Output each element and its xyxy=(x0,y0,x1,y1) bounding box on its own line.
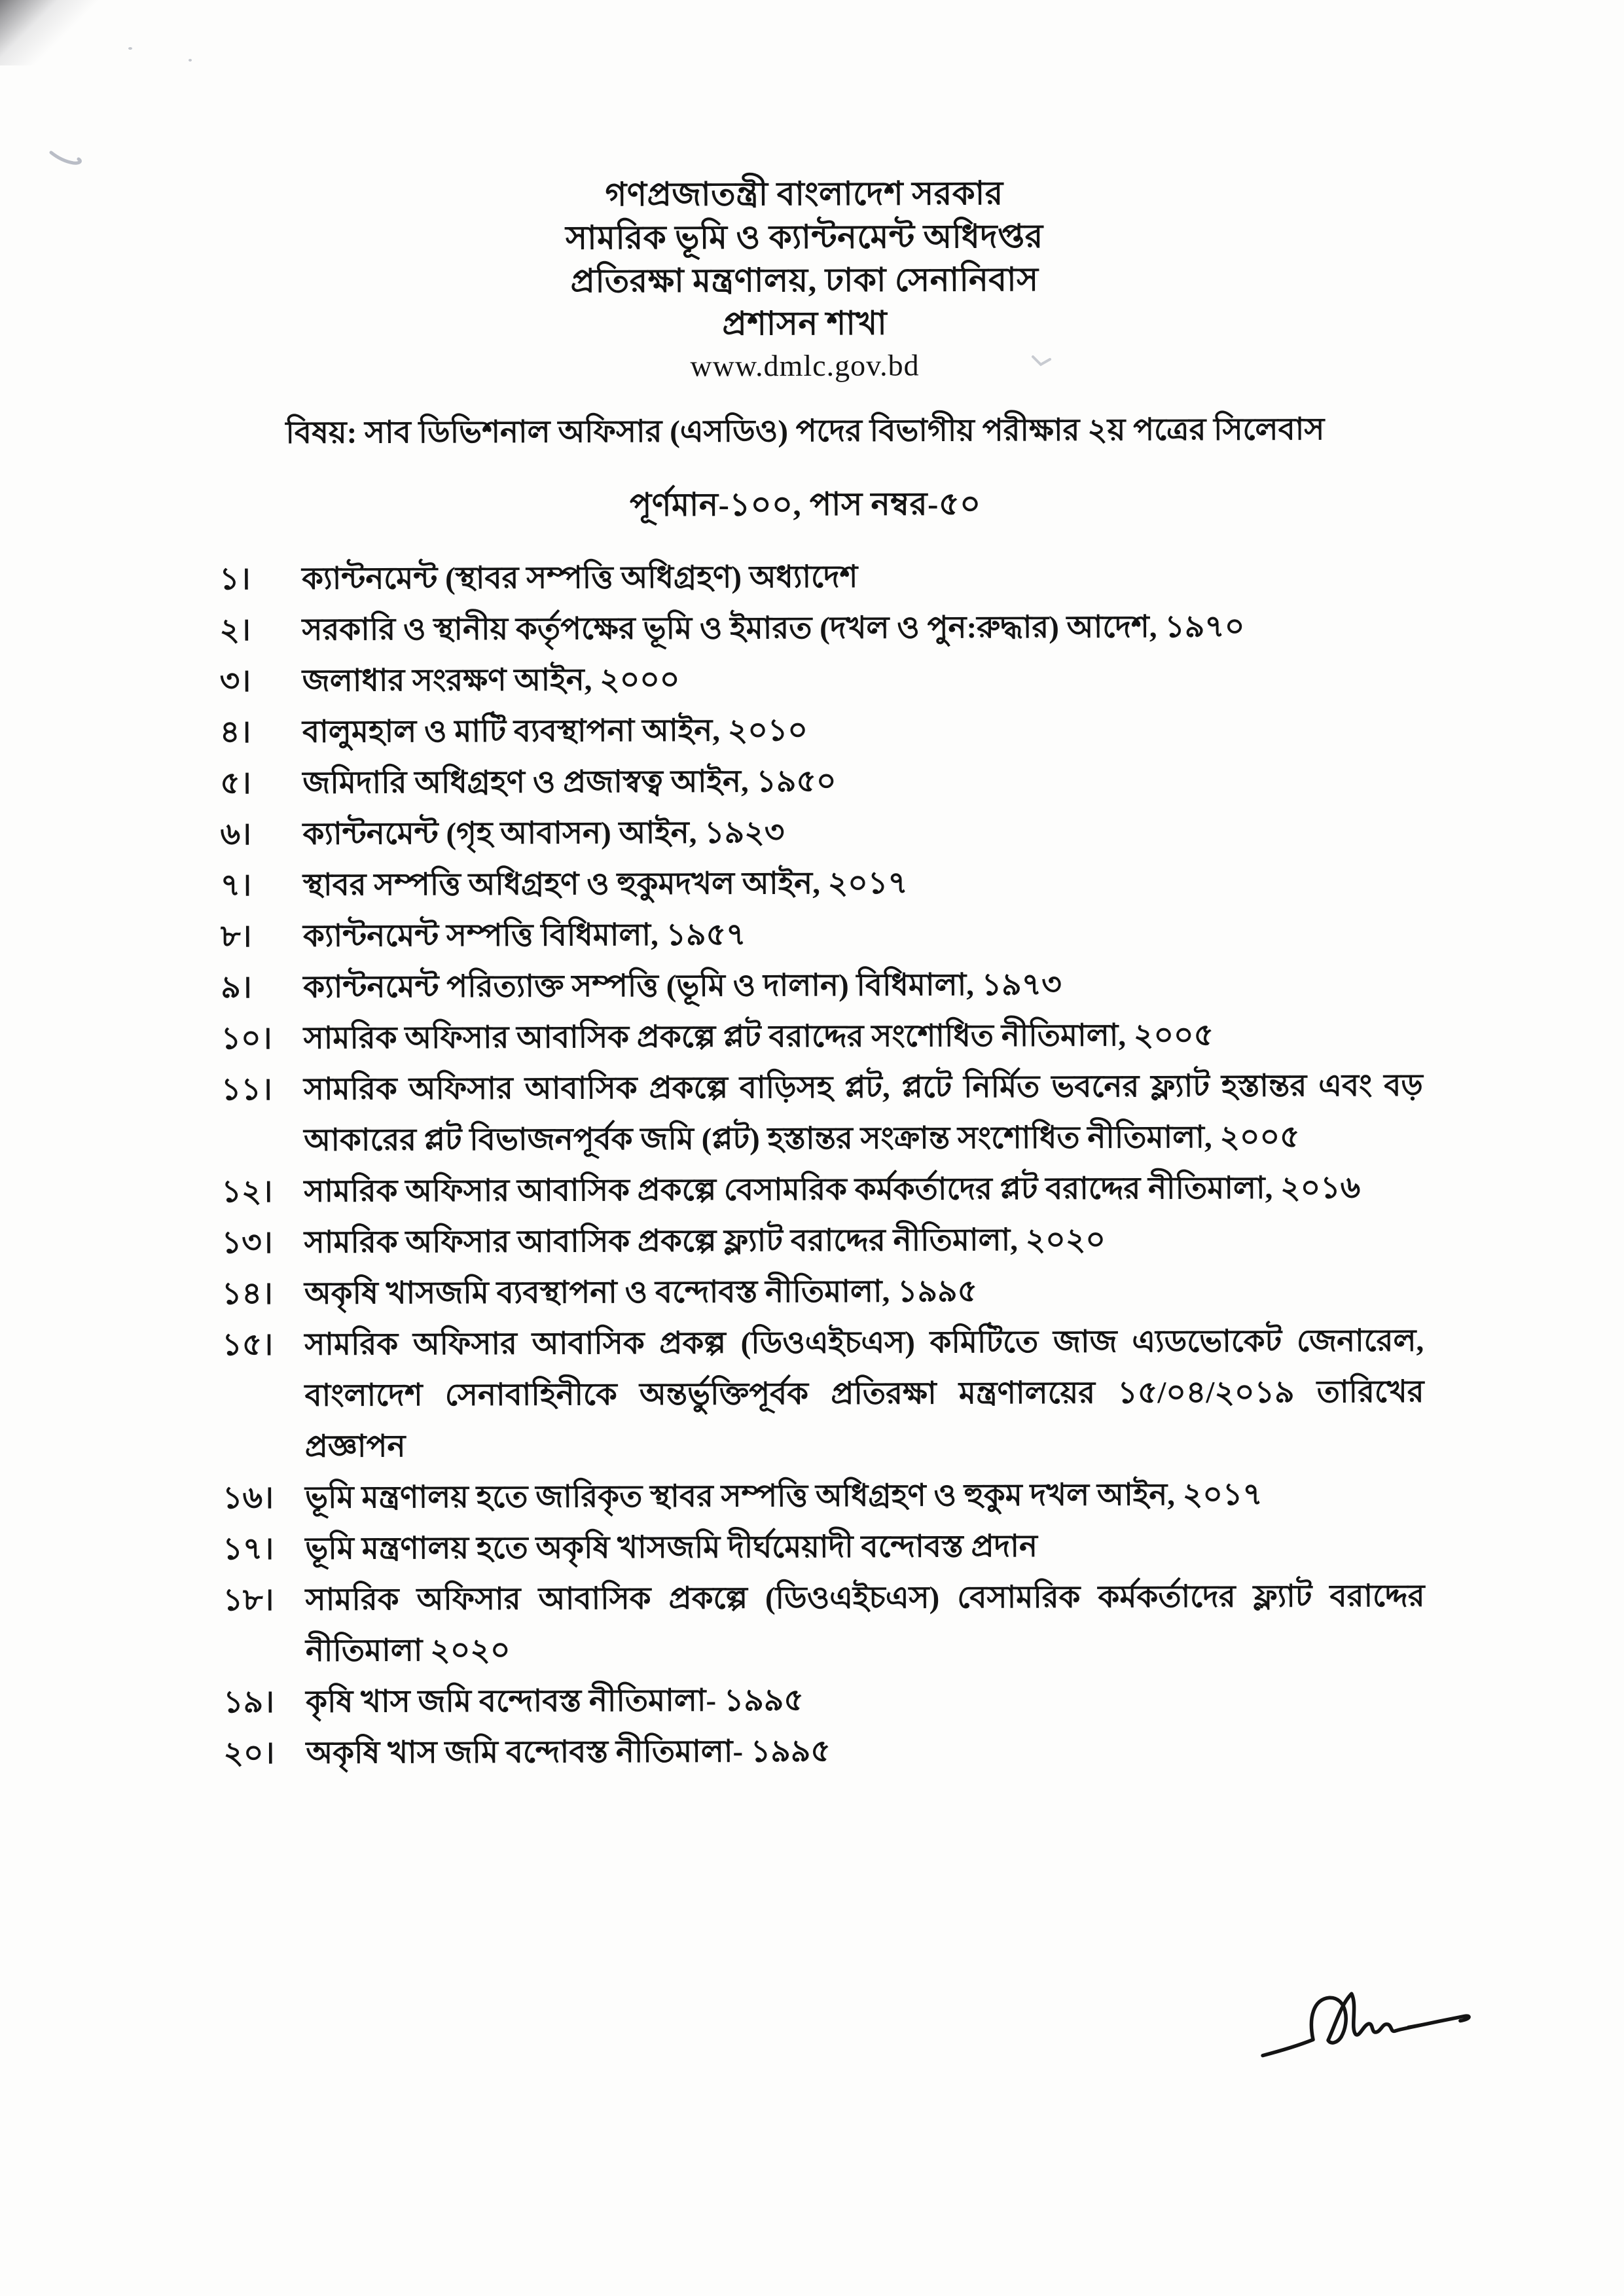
item-number: ৯। xyxy=(221,970,252,1005)
item-text: ক্যান্টনমেন্ট (স্থাবর সম্পত্তি অধিগ্রহণ) অধ্যাদেশ xyxy=(302,560,858,596)
list-item xyxy=(221,958,1422,1013)
list-item xyxy=(220,652,1422,707)
item-number: ৮। xyxy=(221,919,252,954)
list-item xyxy=(219,550,1421,605)
item-number: ৭। xyxy=(220,868,252,903)
item-number: ১৮। xyxy=(223,1583,274,1618)
list-item xyxy=(223,1571,1425,1677)
handwritten-signature-icon xyxy=(1257,1984,1483,2066)
item-text: সামরিক অফিসার আবাসিক প্রকল্পে প্লট বরাদ্দের সংশোধিত নীতিমালা, ২০০৫ xyxy=(303,1018,1214,1056)
item-number: ১৪। xyxy=(221,1276,273,1312)
list-item xyxy=(221,1060,1424,1166)
list-item xyxy=(223,1724,1425,1779)
marks-line: পূর্ণমান-১০০, পাস নম্বর-৫০ xyxy=(629,486,981,523)
letterhead xyxy=(0,170,1612,390)
item-text: ক্যান্টনমেন্ট (গৃহ আবাসন) আইন, ১৯২৩ xyxy=(302,816,785,852)
item-number: ৩। xyxy=(219,664,251,699)
item-text: সামরিক অফিসার আবাসিক প্রকল্পে বেসামরিক কর্মকর্তাদের প্লট বরাদ্দের নীতিমালা, ২০১৬ xyxy=(304,1171,1361,1209)
item-number: ৬। xyxy=(220,817,252,852)
list-item xyxy=(223,1673,1425,1728)
item-number: ১০। xyxy=(221,1021,272,1056)
item-number: ২। xyxy=(219,613,251,648)
item-number: ১৫। xyxy=(222,1327,274,1363)
item-number: ২০। xyxy=(223,1736,275,1771)
list-item xyxy=(220,805,1422,860)
item-text: বালুমহাল ও মাটি ব্যবস্থাপনা আইন, ২০১০ xyxy=(302,713,808,749)
ministry-name-line: প্রতিরক্ষা মন্ত্রণালয়, ঢাকা সেনানিবাস xyxy=(570,260,1039,300)
item-number: ১৬। xyxy=(222,1480,274,1516)
item-text: সামরিক অফিসার আবাসিক প্রকল্পে (ডিওএইচএস) বেসামরিক কর্মকর্তাদের ফ্ল্যাট বরাদ্দের নীতিমালা ২০২০ xyxy=(305,1579,1425,1668)
list-item xyxy=(223,1520,1424,1575)
list-item xyxy=(221,856,1422,911)
directorate-name-line: সামরিক ভূমি ও ক্যান্টনমেন্ট অধিদপ্তর xyxy=(565,217,1043,257)
item-number: ৫। xyxy=(220,766,251,801)
list-item xyxy=(220,754,1422,809)
item-text: স্থাবর সম্পত্তি অধিগ্রহণ ও হুকুমদখল আইন, ২০১৭ xyxy=(302,866,908,903)
item-text: সামরিক অফিসার আবাসিক প্রকল্পে বাড়িসহ প্লট, প্লটে নির্মিত ভবনের ফ্ল্যাট হস্তান্তর এবং বড় আকারের প্লট বিভাজনপূর্বক জমি (প্লট) হস্তান্তর সংক্রান্ত সংশোধিত নীতিমালা, ২০০৫ xyxy=(303,1068,1423,1158)
item-number: ১৭। xyxy=(223,1532,274,1567)
item-text: সামরিক অফিসার আবাসিক প্রকল্প (ডিওএইচএস) কমিটিতে জাজ এ্যডভোকেট জেনারেল, বাংলাদেশ সেনাবাহিনীকে অন্তর্ভুক্তিপূর্বক প্রতিরক্ষা মন্ত্রণালয়ের ১৫/০৪/২০১৯ তারিখের প্রজ্ঞাপন xyxy=(304,1323,1424,1464)
syllabus-list xyxy=(219,550,1426,1779)
item-text: সামরিক অফিসার আবাসিক প্রকল্পে ফ্ল্যাট বরাদ্দের নীতিমালা, ২০২০ xyxy=(304,1223,1106,1260)
item-text: অকৃষি খাসজমি ব্যবস্থাপনা ও বন্দোবস্ত নীতিমালা, ১৯৯৫ xyxy=(304,1274,978,1311)
item-text: ভূমি মন্ত্রণালয় হতে জারিকৃত স্থাবর সম্পত্তি অধিগ্রহণ ও হুকুম দখল আইন, ২০১৭ xyxy=(304,1477,1263,1515)
website-url: www.dmlc.gov.bd xyxy=(690,348,920,383)
item-number: ১৩। xyxy=(221,1225,273,1261)
item-number: ১। xyxy=(219,562,251,597)
item-text: জলাধার সংরক্ষণ আইন, ২০০০ xyxy=(302,662,680,698)
government-name-line: গণপ্রজাতন্ত্রী বাংলাদেশ সরকার xyxy=(605,174,1003,213)
item-text: সরকারি ও স্থানীয় কর্তৃপক্ষের ভূমি ও ইমারত (দখল ও পুন:রুদ্ধার) আদেশ, ১৯৭০ xyxy=(302,609,1245,647)
list-item xyxy=(221,1009,1423,1064)
item-text: কৃষি খাস জমি বন্দোবস্ত নীতিমালা- ১৯৯৫ xyxy=(306,1683,804,1719)
item-number: ১২। xyxy=(221,1174,273,1210)
subject-line: বিষয়: সাব ডিভিশনাল অফিসার (এসডিও) পদের বিভাগীয় পরীক্ষার ২য় পত্রের সিলেবাস xyxy=(285,412,1325,450)
list-item xyxy=(222,1265,1424,1319)
list-item xyxy=(222,1213,1424,1268)
item-text: ক্যান্টনমেন্ট সম্পত্তি বিধিমালা, ১৯৫৭ xyxy=(303,918,746,954)
list-item xyxy=(219,601,1421,656)
item-number: ৪। xyxy=(219,715,251,750)
item-text: ক্যান্টনমেন্ট পরিত্যাক্ত সম্পত্তি (ভূমি ও দালান) বিধিমালা, ১৯৭৩ xyxy=(303,967,1062,1005)
list-item xyxy=(222,1316,1424,1473)
item-text: জমিদারি অধিগ্রহণ ও প্রজাস্বত্ব আইন, ১৯৫০ xyxy=(302,764,837,800)
item-text: ভূমি মন্ত্রণালয় হতে অকৃষি খাসজমি দীর্ঘমেয়াদী বন্দোবস্ত প্রদান xyxy=(305,1529,1038,1566)
item-number: ১৯। xyxy=(223,1685,275,1720)
list-item xyxy=(221,907,1422,962)
item-text: অকৃষি খাস জমি বন্দোবস্ত নীতিমালা- ১৯৯৫ xyxy=(306,1734,831,1770)
list-item xyxy=(223,1469,1424,1524)
branch-name-line: প্রশাসন শাখা xyxy=(722,304,888,342)
list-item xyxy=(221,1162,1423,1217)
list-item xyxy=(220,703,1422,758)
item-number: ১১। xyxy=(221,1072,272,1107)
